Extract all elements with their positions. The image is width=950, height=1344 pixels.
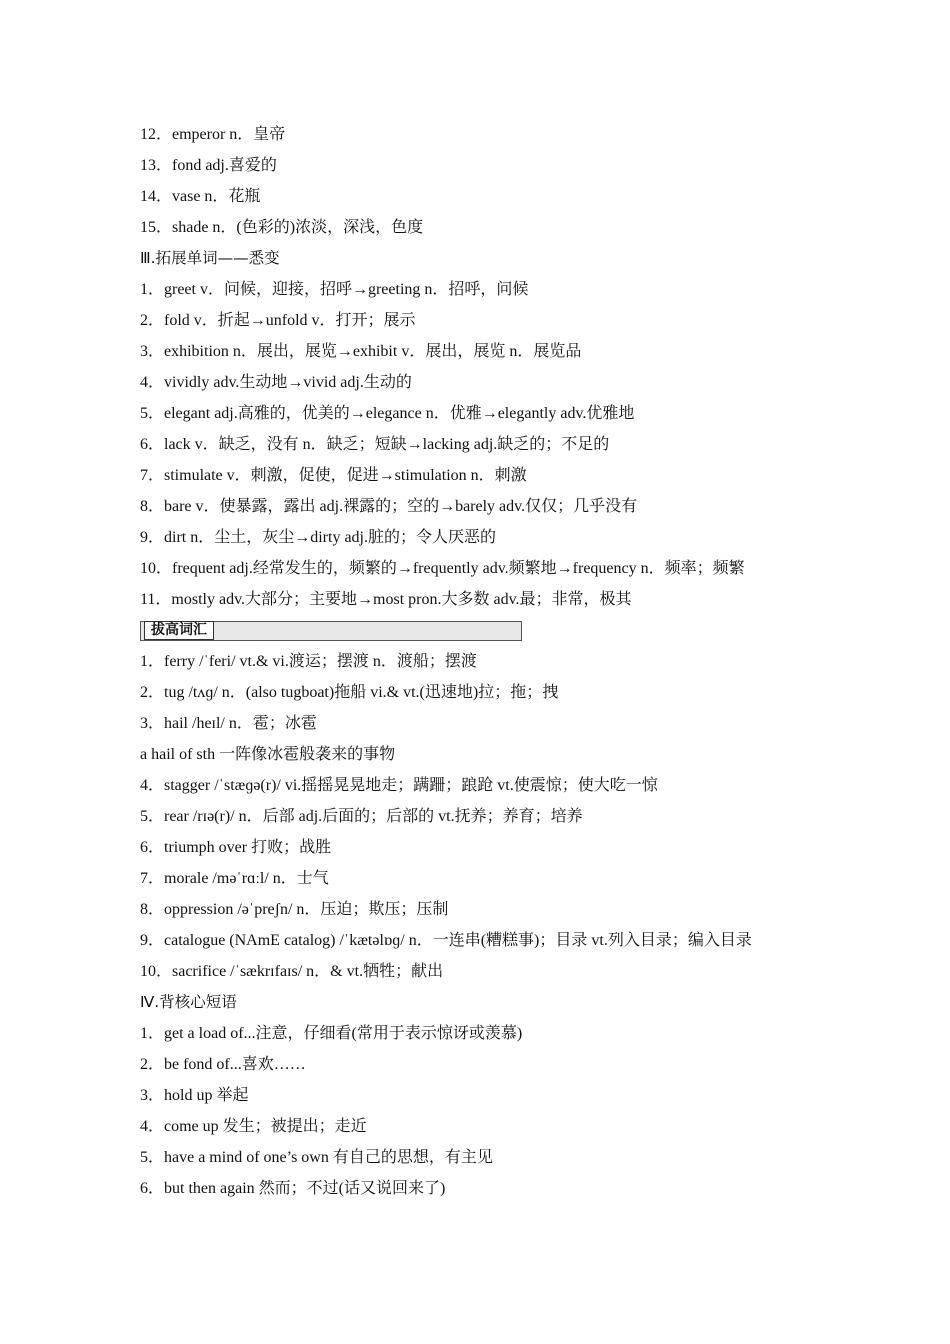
extend-line-5: 5．elegant adj.高雅的，优美的→elegance n．优雅→elegantly adv.优雅地 [140, 405, 635, 422]
advanced-line-1: 1．ferry /ˈferi/ vt.& vi.渡运；摆渡 n．渡船；摆渡 [140, 653, 477, 670]
phrase-line-6: 6．but then again 然而；不过(话又说回来了) [140, 1180, 446, 1197]
advanced-line-7: 7．morale /məˈrɑːl/ n．士气 [140, 870, 329, 887]
phrase-line-2: 2．be fond of...喜欢…… [140, 1056, 306, 1073]
extend-line-1: 1．greet v．问候，迎接，招呼→greeting n．招呼，问候 [140, 281, 529, 298]
advanced-line-4: 4．stagger /ˈstæɡə(r)/ vi.摇摇晃晃地走；蹒跚；踉跄 vt.使震惊；使大吃一惊 [140, 777, 658, 794]
advanced-line-10: 10．sacrifice /ˈsækrɪfaɪs/ n．& vt.牺牲；献出 [140, 963, 444, 980]
section-tag-label: 拔高词汇 [144, 621, 214, 640]
extend-line-10: 10．frequent adj.经常发生的，频繁的→frequently adv.频繁地→frequency n．频率；频繁 [140, 560, 745, 577]
section-tag-banner [140, 615, 840, 646]
extend-line-3: 3．exhibition n．展出，展览→exhibit v．展出，展览 n．展览品 [140, 343, 582, 360]
phrase-line-5: 5．have a mind of one’s own 有自己的思想，有主见 [140, 1149, 493, 1166]
extend-line-2: 2．fold v．折起→unfold v．打开；展示 [140, 312, 416, 329]
extend-line-4: 4．vividly adv.生动地→vivid adj.生动的 [140, 374, 412, 391]
advanced-line-9: 9．catalogue (NAmE catalog) /ˈkætəlɒɡ/ n．一连串(糟糕事)；目录 vt.列入目录；编入目录 [140, 932, 752, 949]
advanced-line-8: 8．oppression /əˈpreʃn/ n．压迫；欺压；压制 [140, 901, 449, 918]
section-heading-3: Ⅲ.拓展单词——悉变 [140, 249, 280, 267]
extend-line-6: 6．lack v．缺乏，没有 n．缺乏；短缺→lacking adj.缺乏的；不足的 [140, 436, 610, 453]
advanced-line-2: 2．tug /tʌɡ/ n．(also tugboat)拖船 vi.& vt.(迅速地)拉；拖；拽 [140, 684, 559, 701]
extend-line-11: 11．mostly adv.大部分；主要地→most pron.大多数 adv.最；非常，极其 [140, 591, 632, 608]
advanced-line-5: 5．rear /rɪə(r)/ n．后部 adj.后面的；后部的 vt.抚养；养育；培养 [140, 808, 583, 825]
advanced-line-3: 3．hail /heɪl/ n．雹；冰雹 [140, 715, 317, 732]
extend-line-9: 9．dirt n．尘土，灰尘→dirty adj.脏的；令人厌恶的 [140, 529, 496, 546]
vocab-line-15: 15．shade n．(色彩的)浓淡，深浅，色度 [140, 219, 424, 236]
extend-line-7: 7．stimulate v．刺激，促使，促进→stimulation n．刺激 [140, 467, 527, 484]
phrase-line-4: 4．come up 发生；被提出；走近 [140, 1118, 367, 1135]
vocab-line-14: 14．vase n．花瓶 [140, 188, 261, 205]
vocab-line-13: 13．fond adj.喜爱的 [140, 157, 277, 174]
section-tag-rule [140, 640, 522, 641]
phrase-line-1: 1．get a load of...注意，仔细看(常用于表示惊讶或羡慕) [140, 1025, 523, 1042]
vocab-line-12: 12．emperor n．皇帝 [140, 126, 286, 143]
phrase-line-3: 3．hold up 举起 [140, 1087, 249, 1104]
advanced-line-6: 6．triumph over 打败；战胜 [140, 839, 332, 856]
document-page [140, 119, 840, 1204]
advanced-line-3-example: a hail of sth 一阵像冰雹般袭来的事物 [140, 746, 396, 763]
section-heading-4: Ⅳ.背核心短语 [140, 993, 237, 1011]
extend-line-8: 8．bare v．使暴露，露出 adj.裸露的；空的→barely adv.仅仅；几乎没有 [140, 498, 638, 515]
